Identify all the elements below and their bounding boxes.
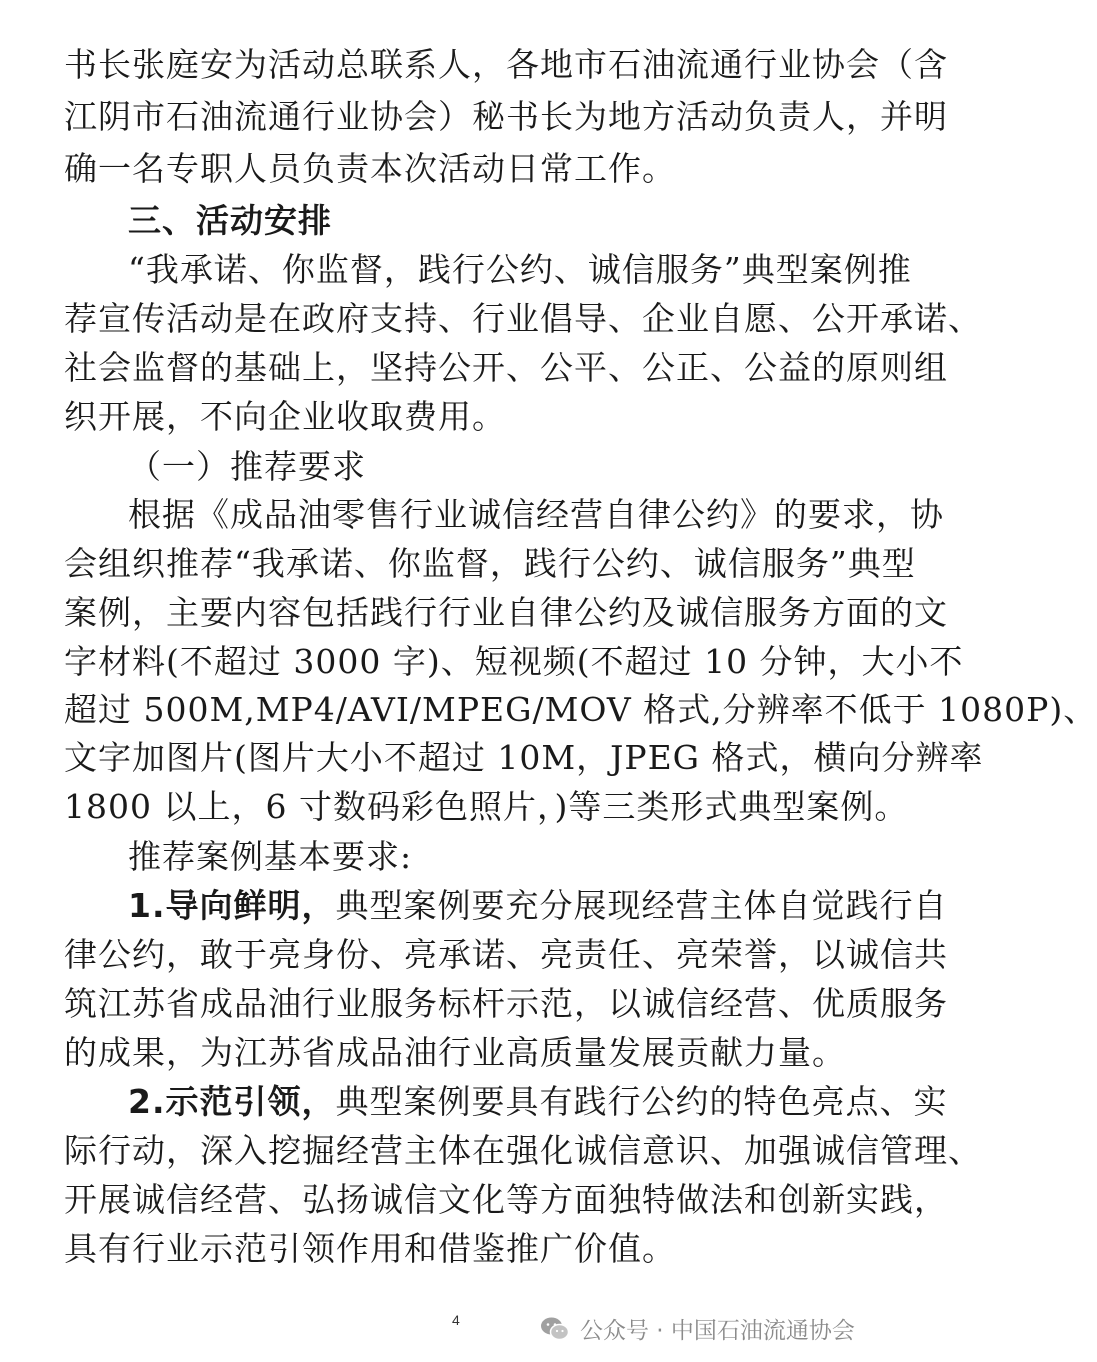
paragraph-line: 书长张庭安为活动总联系人，各地市石油流通行业协会（含 bbox=[64, 45, 948, 84]
paragraph-line: 荐宣传活动是在政府支持、行业倡导、企业自愿、公开承诺、 bbox=[64, 299, 982, 338]
paragraph-line: 文字加图片(图片大小不超过 10M，JPEG 格式，横向分辨率 bbox=[64, 738, 984, 777]
paragraph-line: 具有行业示范引领作用和借鉴推广价值。 bbox=[64, 1229, 676, 1268]
wechat-icon bbox=[540, 1316, 570, 1342]
paragraph-line: 的成果，为江苏省成品油行业高质量发展贡献力量。 bbox=[64, 1033, 846, 1072]
paragraph-line: 社会监督的基础上，坚持公开、公平、公正、公益的原则组 bbox=[64, 348, 948, 387]
paragraph-line: 案例，主要内容包括践行行业自律公约及诚信服务方面的文 bbox=[64, 593, 948, 632]
subsection-heading: （一）推荐要求 bbox=[128, 447, 366, 486]
paragraph-line: 织开展，不向企业收取费用。 bbox=[64, 397, 506, 436]
paragraph-line: 开展诚信经营、弘扬诚信文化等方面独特做法和创新实践， bbox=[64, 1180, 948, 1219]
requirement-title: 2.示范引领， bbox=[128, 1082, 336, 1121]
requirement-title: 1.导向鲜明， bbox=[128, 886, 336, 925]
paragraph-line: 确一名专职人员负责本次活动日常工作。 bbox=[64, 149, 676, 188]
watermark-text: 公众号 · 中国石油流通协会 bbox=[580, 1318, 855, 1344]
paragraph-line: 江阴市石油流通行业协会）秘书长为地方活动负责人，并明 bbox=[64, 97, 948, 136]
paragraph-line: 1800 以上，6 寸数码彩色照片，)等三类形式典型案例。 bbox=[64, 787, 909, 826]
paragraph-line: 律公约，敢于亮身份、亮承诺、亮责任、亮荣誉，以诚信共 bbox=[64, 935, 948, 974]
paragraph-line bbox=[128, 886, 948, 926]
paragraph-line: “我承诺、你监督，践行公约、诚信服务”典型案例推 bbox=[128, 250, 912, 289]
requirement-text: 典型案例要充分展现经营主体自觉践行自 bbox=[335, 886, 948, 925]
paragraph-line: 字材料(不超过 3000 字)、短视频(不超过 10 分钟，大小不 bbox=[64, 642, 964, 681]
paragraph-line: 际行动，深入挖掘经营主体在强化诚信意识、加强诚信管理、 bbox=[64, 1131, 982, 1170]
paragraph-line: 推荐案例基本要求: bbox=[128, 837, 413, 876]
paragraph-line: 会组织推荐“我承诺、你监督，践行公约、诚信服务”典型 bbox=[64, 544, 916, 583]
watermark bbox=[540, 1312, 855, 1345]
paragraph-line bbox=[128, 1082, 948, 1122]
paragraph-line: 根据《成品油零售行业诚信经营自律公约》的要求，协 bbox=[128, 495, 944, 534]
paragraph-line: 筑江苏省成品油行业服务标杆示范，以诚信经营、优质服务 bbox=[64, 984, 948, 1023]
page-number: 4 bbox=[452, 1312, 460, 1328]
paragraph-line: 超过 500M,MP4/AVI/MPEG/MOV 格式,分辨率不低于 1080P)、 bbox=[64, 690, 1097, 729]
requirement-text: 典型案例要具有践行公约的特色亮点、实 bbox=[335, 1082, 948, 1121]
section-heading: 三、活动安排 bbox=[128, 201, 332, 240]
